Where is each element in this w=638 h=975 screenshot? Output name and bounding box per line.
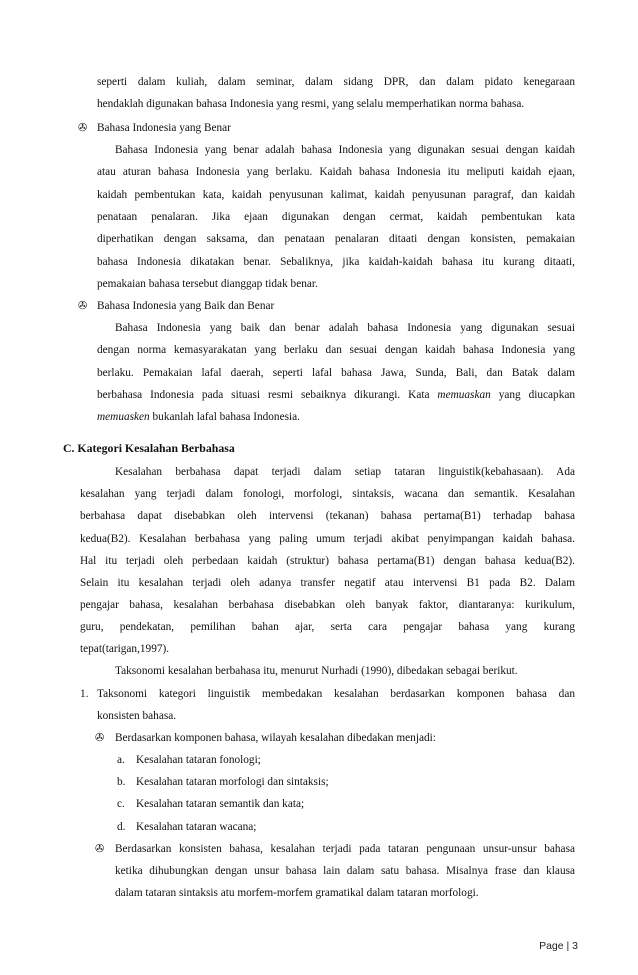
pencil-bullet-icon: ✇	[78, 300, 88, 312]
sub-bullet-text: ketika dihubungkan dengan unsur bahasa lain dalam satu bahasa. Misalnya frase dan klausa	[115, 865, 575, 877]
paragraph-line	[97, 388, 575, 402]
bullet-title: Bahasa Indonesia yang Baik dan Benar	[97, 300, 275, 312]
paragraph-line: penataan penalaran. Jika ejaan digunakan dengan cermat, kaidah pembentukan kata	[97, 211, 575, 223]
paragraph-line: pengajar bahasa, kesalahan berbahasa disebabkan oleh banyak faktor, diantaranya: kurikulum,	[80, 599, 575, 611]
bullet-title: Bahasa Indonesia yang Benar	[97, 122, 231, 134]
paragraph-line: Bahasa Indonesia yang baik dan benar adalah bahasa Indonesia yang digunakan sesuai	[115, 322, 575, 334]
paragraph-line: berlaku. Pemakaian lafal daerah, seperti lafal bahasa Jawa, Sunda, Bali, dan Batak dalam	[97, 367, 575, 379]
list-letter: a.	[117, 754, 125, 766]
pencil-bullet-icon: ✇	[95, 732, 105, 744]
paragraph-line: tepat(tarigan,1997).	[80, 643, 170, 655]
list-letter: d.	[117, 821, 126, 833]
paragraph-line: Taksonomi kesalahan berbahasa itu, menurut Nurhadi (1990), dibedakan sebagai berikut.	[115, 665, 518, 677]
paragraph-line: guru, pendekatan, pemilihan bahan ajar, serta cara pengajar bahasa yang kurang	[80, 621, 575, 633]
italic-word: memuaskan	[437, 389, 491, 401]
sub-bullet-text: Berdasarkan komponen bahasa, wilayah kesalahan dibedakan menjadi:	[115, 732, 436, 744]
list-item-line: konsisten bahasa.	[97, 710, 177, 722]
paragraph-line	[97, 410, 300, 424]
list-item: Kesalahan tataran morfologi dan sintaksis;	[136, 776, 329, 788]
paragraph-line: diperhatikan dengan saksama, dan penataan penalaran ditaati dengan konsisten, pemakaian	[97, 233, 575, 245]
paragraph-line: berbahasa dapat disebabkan oleh intervensi (tekanan) bahasa pertama(B1) terhadap bahasa	[80, 510, 575, 522]
paragraph-line: seperti dalam kuliah, dalam seminar, dalam sidang DPR, dan dalam pidato kenegaraan	[97, 76, 575, 88]
list-number: 1.	[80, 688, 89, 700]
text-run: berbahasa Indonesia pada situasi resmi sebaiknya dikurangi. Kata	[97, 389, 438, 401]
paragraph-line: kedua(B2). Kesalahan berbahasa yang paling umum terjadi akibat penyimpangan kaidah bahasa.	[80, 533, 575, 545]
paragraph-line: pemakaian bahasa tersebut dianggap tidak benar.	[97, 278, 318, 290]
paragraph-line: kesalahan yang terjadi dalam fonologi, morfologi, sintaksis, wacana dan semantik. Kesalahan	[80, 488, 575, 500]
paragraph-line: Selain itu kesalahan terjadi oleh adanya transfer negatif atau intervensi B1 pada B2. Dalam	[80, 577, 575, 589]
text-run: yang diucapkan	[490, 389, 576, 401]
paragraph-line: hendaklah digunakan bahasa Indonesia yang resmi, yang selalu memperhatikan norma bahasa.	[97, 98, 525, 110]
list-item: Kesalahan tataran semantik dan kata;	[136, 798, 305, 810]
list-item: Kesalahan tataran fonologi;	[136, 754, 261, 766]
paragraph-line: Bahasa Indonesia yang benar adalah bahasa Indonesia yang digunakan sesuai dengan kaidah	[115, 144, 575, 156]
list-letter: c.	[117, 798, 125, 810]
list-letter: b.	[117, 776, 126, 788]
paragraph-line: Hal itu terjadi oleh perbedaan kaidah (struktur) bahasa pertama(B1) dengan bahasa kedua(B2).	[80, 555, 575, 567]
sub-bullet-text: dalam tataran sintaksis atu morfem-morfem gramatikal dalam tataran morfologi.	[115, 887, 479, 899]
paragraph-line: atau aturan bahasa Indonesia yang berlaku. Kaidah bahasa Indonesia itu meliputi kaidah ejaan,	[97, 166, 575, 178]
pencil-bullet-icon: ✇	[95, 843, 105, 855]
paragraph-line: Kesalahan berbahasa dapat terjadi dalam setiap tataran linguistik(kebahasaan). Ada	[115, 466, 575, 478]
paragraph-line: dengan norma kemasyarakatan yang berlaku dan sesuai dengan kaidah bahasa Indonesia yang	[97, 344, 575, 356]
sub-bullet-text: Berdasarkan konsisten bahasa, kesalahan terjadi pada tataran pengunaan unsur-unsur bahasa	[115, 843, 575, 855]
italic-word: memuasken	[97, 411, 150, 423]
pencil-bullet-icon: ✇	[78, 122, 88, 134]
section-heading: C. Kategori Kesalahan Berbahasa	[63, 441, 235, 455]
text-run: bukanlah lafal bahasa Indonesia.	[149, 411, 300, 423]
list-item-line: Taksonomi kategori linguistik membedakan kesalahan berdasarkan komponen bahasa dan	[97, 688, 575, 700]
paragraph-line: bahasa Indonesia dikatakan benar. Sebaliknya, jika kaidah-kaidah bahasa itu kurang ditaati,	[97, 256, 575, 268]
list-item: Kesalahan tataran wacana;	[136, 821, 257, 833]
paragraph-line: kaidah pembentukan kata, kaidah penyusunan kalimat, kaidah penyusunan paragraf, dan kaidah	[97, 189, 575, 201]
page-number: Page | 3	[539, 940, 578, 952]
